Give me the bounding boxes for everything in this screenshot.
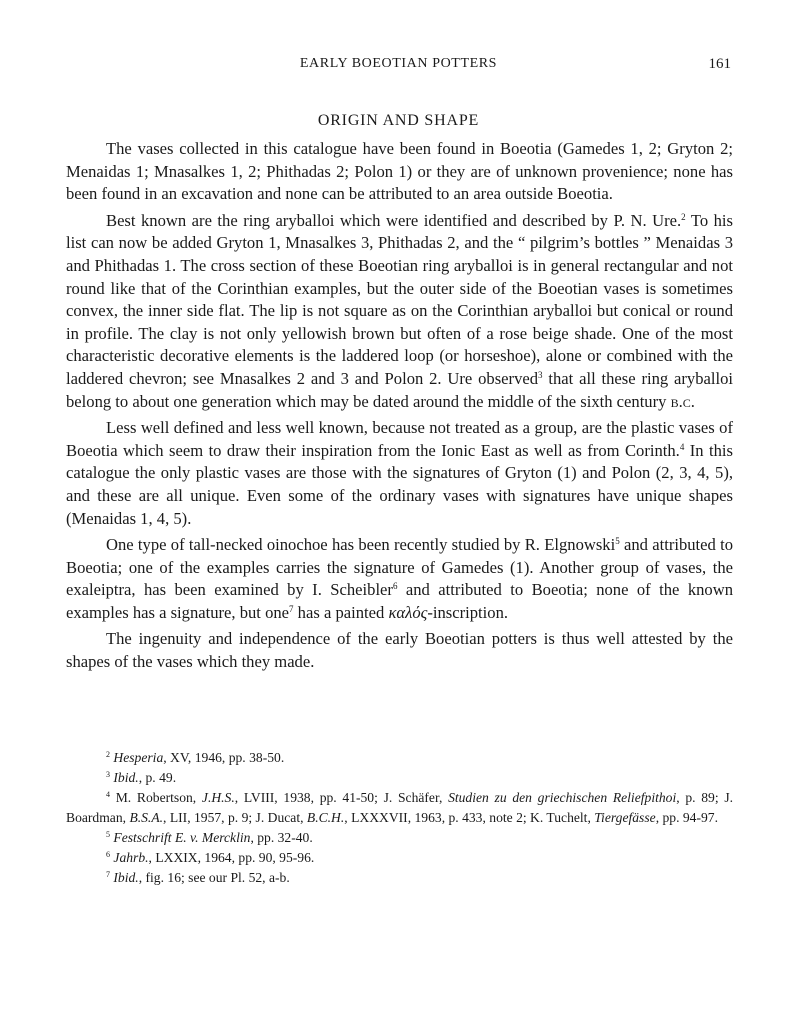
footnote-ref-4: 4 (679, 441, 685, 452)
footnote-4: $^4$ M. Robertson, J.H.S., LVIII, 1938, pp. 41-50; J. Schäfer, Studien zu den griechischen Reliefpithoi, p. 89; J. Boardman, B.S.A., LII, 1957, p. 9; J. Ducat, B.C.H., LXXXVII, 1963, p. 433, note 2; K. Tuchelt, Tiergefässe, pp. 94-97. (66, 790, 734, 825)
greek-word: καλός (388, 602, 428, 622)
page-header (0, 56, 797, 78)
footnotes (66, 748, 733, 888)
footnote-ref-2: 2 (681, 211, 686, 222)
paragraph-5: The ingenuity and independence of the early Boeotian potters is thus well attested by the shapes of the vases which they made. (66, 629, 733, 672)
bc-abbrev: b.c. (670, 391, 695, 411)
footnote-6: $^6$ Jahrb., LXXIX, 1964, pp. 90, 95-96. (106, 850, 315, 866)
running-title: EARLY BOEOTIAN POTTERS (299, 56, 498, 71)
footnote-2: $^2$ Hesperia, XV, 1946, pp. 38-50. (106, 750, 285, 765)
section-title: ORIGIN AND SHAPE (317, 112, 480, 129)
footnote-ref-7: 7 (289, 603, 294, 614)
footnote-ref-6: 6 (392, 581, 398, 592)
paragraph-3: Less well defined and less well known, because not treated as a group, are the plastic vases of Boeotia which seem to draw their inspiration from the Ionic East as well as from Corinth.$^4$ In this catalogue the only plastic vases are those with the signatures of Gryton (1) and Polon (2, 3, 4, 5), and these are all unique. Even some of the ordinary vases with signatures have unique shapes (Menaidas 1, 4, 5). (66, 418, 733, 528)
footnote-ref-3: 3 (538, 369, 543, 380)
body-text (66, 138, 733, 678)
footnote-3: $^3$ Ibid., p. 49. (106, 770, 177, 786)
paragraph-1: The vases collected in this catalogue have been found in Boeotia (Gamedes 1, 2; Gryton 2; Menaidas 1; Mnasalkes 1, 2; Phithadas 2; Polon 1) or they are of unknown provenience; none has been found in an excavation and none can be attributed to an area outside Boeotia. (66, 139, 733, 204)
paragraph-2: Best known are the ring aryballoi which were identified and described by P. N. Ure.$^2$ To his list can now be added Gryton 1, Mnasalkes 3, Phithadas 2, and the “ pilgrim’s bottles ” Menaidas 3 and Phithadas 1. The cross section of these Boeotian ring aryballoi is in general rectangular and not round like that of the Corinthian examples, but the outer side of the Boeotian vases is sometimes convex, the inner side flat. The lip is not square as on the Corinthian aryballoi but conical or round in profile. The clay is not only yellowish brown but often of a rose beige shade. One of the most characteristic decorative elements is the laddered loop (or horseshoe), alone or combined with the laddered chevron; see Mnasalkes 2 and 3 and Polon 2. Ure observed$^3$ that all these ring aryballoi belong to about one generation which may be dated around the middle of the sixth century b.c. (66, 210, 733, 411)
paragraph-4: One type of tall-necked oinochoe has been recently studied by R. Elgnowski$^5$ and attributed to Boeotia; one of the examples carries the signature of Gamedes (1). Another group of vases, the exaleiptra, has been examined by I. Scheibler$^6$ and attributed to Boeotia; none of the known examples has a signature, but one$^7$ has a painted καλός-inscription. (66, 535, 733, 622)
footnote-ref-5: 5 (615, 536, 620, 547)
page-number: 161 (708, 56, 731, 72)
footnote-7: $^7$ Ibid., fig. 16; see our Pl. 52, a-b. (106, 870, 290, 886)
footnote-5: $^5$ Festschrift E. v. Mercklin, pp. 32-40. (106, 829, 313, 845)
